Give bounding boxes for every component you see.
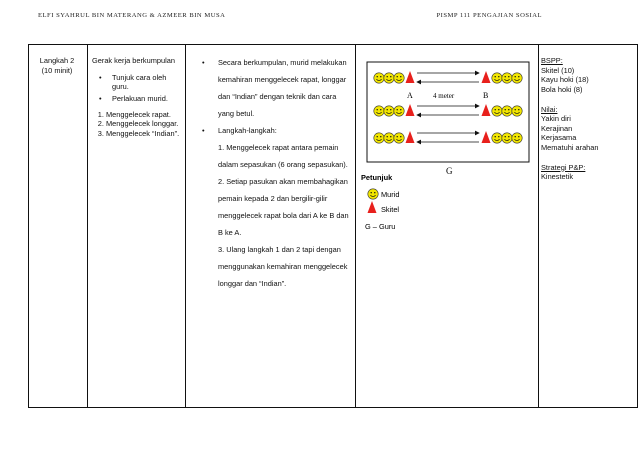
step-duration: (10 minit) xyxy=(41,65,73,75)
list-item: • Perlakuan murid. xyxy=(92,94,180,104)
header-right-course: PISMP 111 PENGAJIAN SOSIAL xyxy=(436,12,542,19)
cone-icon xyxy=(482,131,491,143)
student-icon xyxy=(384,133,394,143)
content-bullet-list xyxy=(92,73,180,104)
distance-label: 4 meter xyxy=(433,92,455,100)
student-icon xyxy=(502,73,512,83)
cone-icon xyxy=(406,71,415,83)
point-a-label: A xyxy=(407,91,413,100)
student-icon xyxy=(512,133,522,143)
activity-step: 3. Ulang langkah 1 dan 2 tapi dengan menggunakan kemahiran menggelecek longgar dan “Indian”. xyxy=(218,245,348,288)
content-title: Gerak kerja berkumpulan xyxy=(92,56,175,65)
content-numbered-list xyxy=(92,110,180,139)
resources-cell xyxy=(541,56,637,182)
list-item: Yakin diri xyxy=(541,114,571,124)
student-icon xyxy=(394,133,404,143)
student-icon xyxy=(384,106,394,116)
student-icon xyxy=(512,106,522,116)
student-icon xyxy=(492,106,502,116)
list-item: • Tunjuk cara oleh guru. xyxy=(92,73,180,92)
content-cell xyxy=(92,56,180,138)
student-icon xyxy=(492,73,502,83)
activity-step: 2. Setiap pasukan akan membahagikan pemain kepada 2 dan bergilir-gilir menggelecek rapat bola dari A ke B dan B ke A. xyxy=(218,177,349,237)
legend-cone-label: Skitel xyxy=(381,205,400,214)
legend-teacher-label: G – Guru xyxy=(365,222,396,231)
cone-icon xyxy=(406,131,415,143)
cone-icon xyxy=(482,71,491,83)
student-icon xyxy=(394,106,404,116)
student-icon xyxy=(384,73,394,83)
list-item: Kinestetik xyxy=(541,172,574,182)
list-item: 1. Menggelecek rapat. xyxy=(106,110,180,120)
list-item: Kerjasama xyxy=(541,133,577,143)
student-icon xyxy=(374,133,384,143)
student-icon xyxy=(374,73,384,83)
list-item: Skitel (10) xyxy=(541,65,575,75)
student-icon xyxy=(394,73,404,83)
student-icon xyxy=(502,106,512,116)
list-item: Kerajinan xyxy=(541,123,573,133)
table-bottom-border xyxy=(28,407,638,408)
activity-bullet: • Secara berkumpulan, murid melakukan kemahiran menggelecek rapat, longgar dan “Indian” dengan teknik dan cara yang betul. xyxy=(202,54,352,122)
values-heading: Nilai: xyxy=(541,104,558,114)
activity-bullet: • Langkah-langkah: xyxy=(202,122,352,139)
cone-icon xyxy=(406,104,415,116)
list-item: Kayu hoki (18) xyxy=(541,75,589,85)
activity-cell xyxy=(202,54,352,292)
table-divider xyxy=(538,44,539,407)
cone-icon xyxy=(482,104,491,116)
teacher-marker: G xyxy=(446,166,453,176)
table-divider xyxy=(87,44,88,407)
cone-icon xyxy=(368,201,377,213)
list-item: 2. Menggelecek longgar. xyxy=(106,119,180,129)
drill-diagram xyxy=(355,44,538,407)
activity-step: 1. Menggelecek rapat antara pemain dalam sepasukan (6 orang sepasukan). xyxy=(218,143,348,169)
step-cell xyxy=(32,56,82,75)
header-left-authors: ELFI SYAHRUL BIN MATERANG & AZMEER BIN MUSA xyxy=(38,12,226,19)
legend-student-label: Murid xyxy=(381,190,400,199)
bspp-heading: BSPP: xyxy=(541,56,563,65)
step-label: Langkah 2 xyxy=(39,56,75,65)
table-top-border xyxy=(28,44,638,45)
list-item: Mematuhi arahan xyxy=(541,143,599,152)
point-b-label: B xyxy=(483,91,489,100)
team-row xyxy=(374,104,522,116)
legend-title: Petunjuk xyxy=(361,173,393,182)
list-item: 3. Menggelecek “Indian”. xyxy=(106,129,180,139)
student-icon xyxy=(512,73,522,83)
team-row xyxy=(374,71,522,83)
student-icon xyxy=(502,133,512,143)
table-border xyxy=(28,44,29,407)
student-icon xyxy=(374,106,384,116)
student-icon xyxy=(492,133,502,143)
student-icon xyxy=(368,189,378,199)
list-item: Bola hoki (8) xyxy=(541,84,583,94)
table-divider xyxy=(185,44,186,407)
team-row xyxy=(374,131,522,143)
strategy-heading: Strategi P&P: xyxy=(541,162,586,172)
